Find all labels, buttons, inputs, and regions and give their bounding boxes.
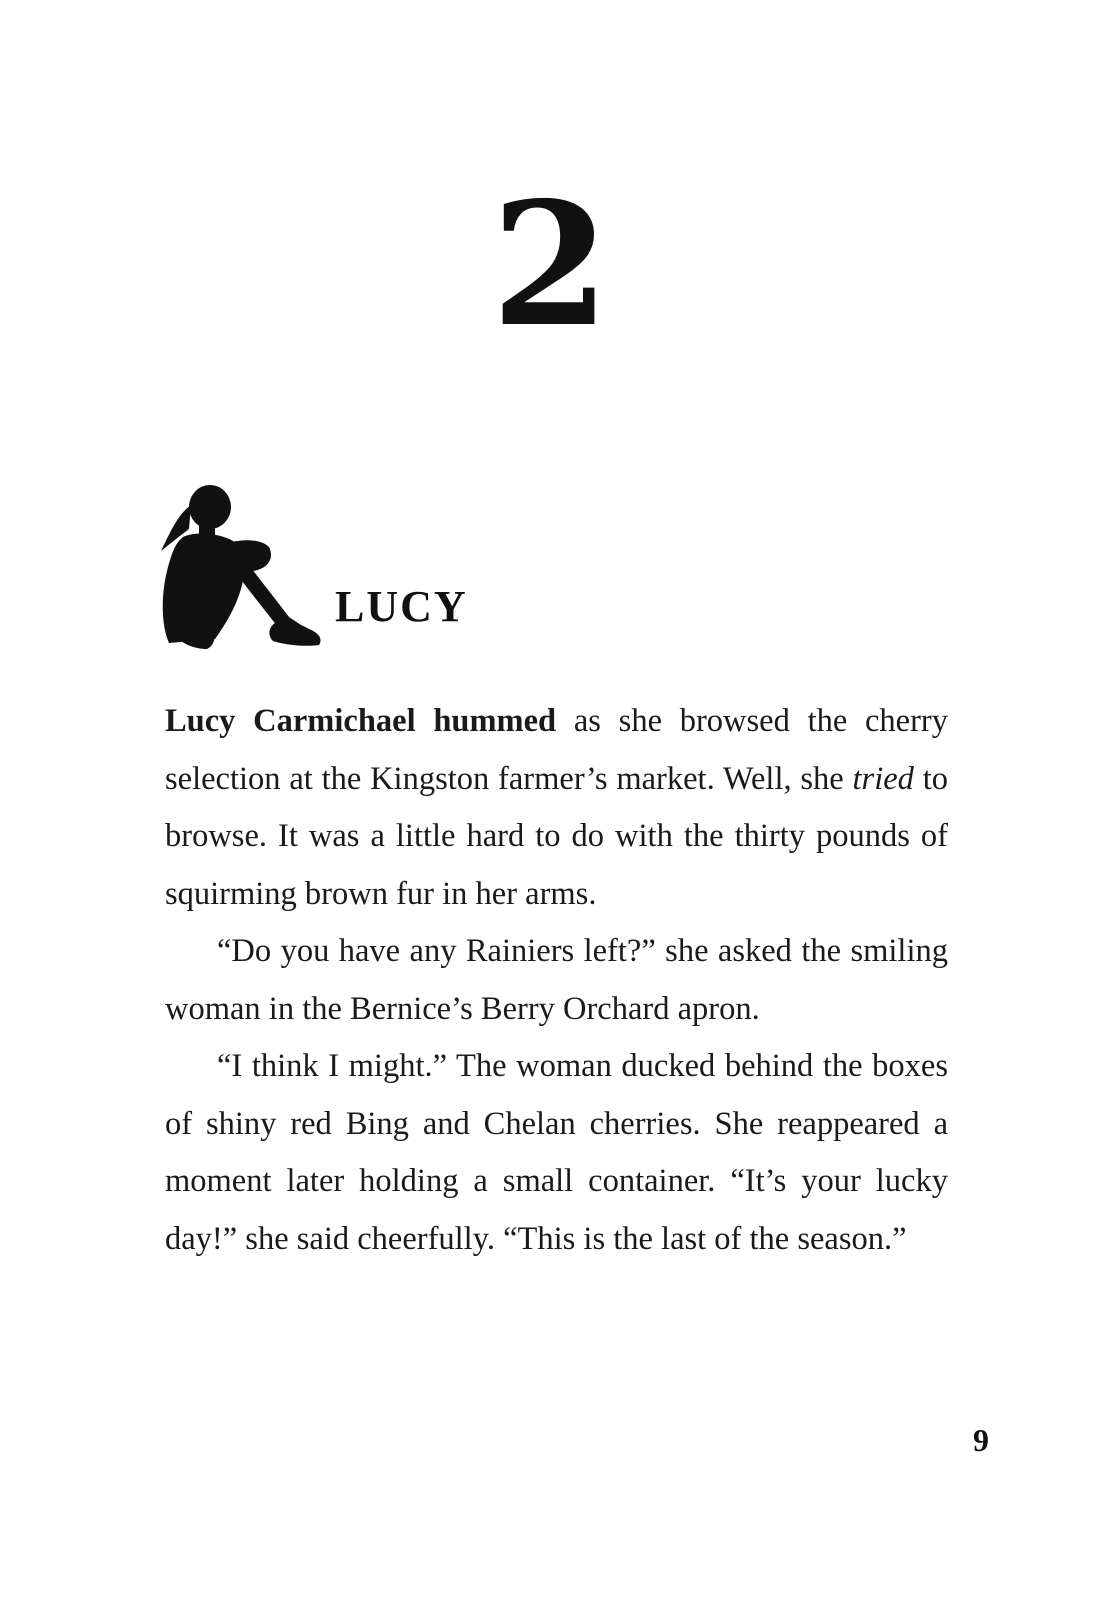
page-number: 9 [973,1422,989,1458]
paragraph-text: to browse. It was a little hard to do with the thirty pounds of squirming brown fur in her arms. [165,760,949,912]
girl-silhouette-icon [155,485,325,653]
pov-character-name: LUCY [335,582,468,631]
chapter-body [165,693,948,1268]
paragraph: “Do you have any Rainiers left?” she asked the smiling woman in the Bernice’s Berry Orchard apron. [165,933,948,1027]
paragraph [165,693,948,923]
pov-header [150,485,550,660]
chapter-number: 2 [491,165,610,365]
paragraph-text: as she browsed the cherry selection at the Kingston farmer’s market. Well, she [165,703,948,797]
emphasis-text: tried [852,760,914,797]
paragraph: “I think I might.” The woman ducked behind the boxes of shiny red Bing and Chelan cherries. She reappeared a moment later holding a small container. “It’s your lucky day!” she said cheerfully. “This is the last of the season.” [165,1048,948,1257]
lead-in-bold: Lucy Carmichael hummed [165,703,557,739]
